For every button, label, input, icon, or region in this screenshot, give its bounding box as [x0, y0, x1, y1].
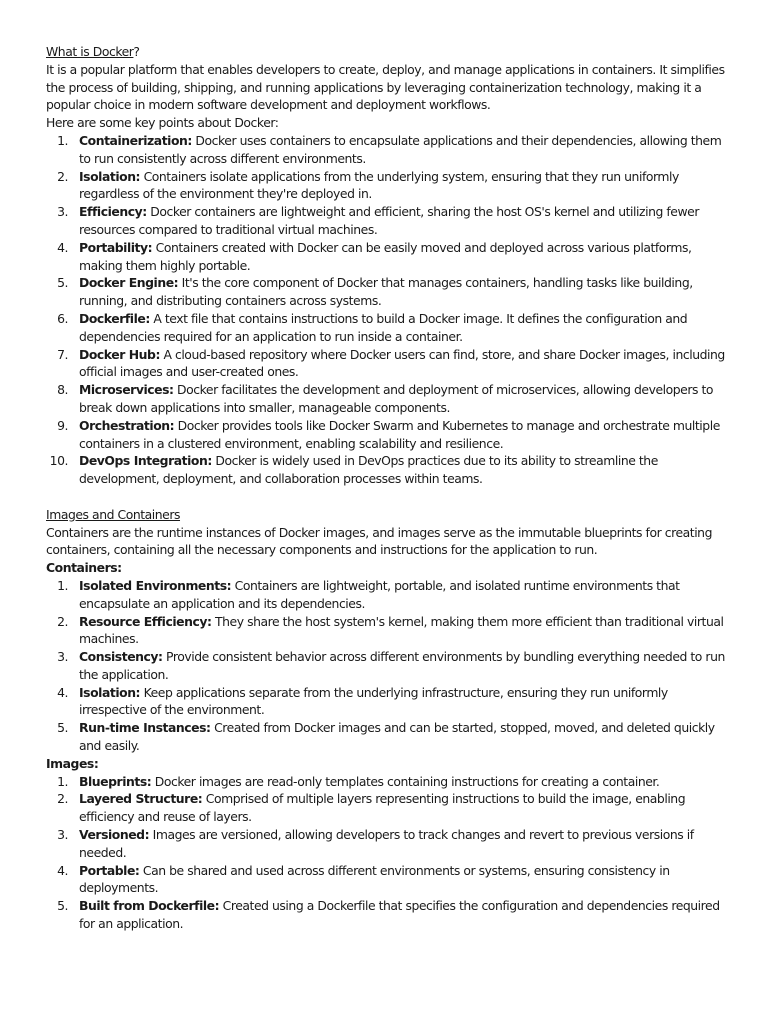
list-item-number: 3. — [57, 204, 68, 220]
list-item-number: 10. — [49, 453, 68, 469]
list-item-text: They share the host system's kernel, making them more efficient than traditional virtual machines. — [79, 613, 724, 647]
list-item-text: Containers isolate applications from the underlying system, ensuring that they run uniformly regardless of the environment they're deployed in. — [79, 168, 679, 202]
list-item — [46, 648, 736, 684]
list-item — [46, 132, 736, 168]
list-item-number: 9. — [57, 417, 68, 433]
list-item — [46, 613, 736, 649]
containers-heading: Containers: — [46, 560, 122, 576]
images-heading: Images: — [46, 755, 99, 771]
list-item-term: Built from Dockerfile: — [79, 898, 220, 914]
list-item-text: It's the core component of Docker that manages containers, handling tasks like building, running, and distributing containers across systems. — [79, 275, 693, 309]
list-item-number: 3. — [57, 649, 68, 665]
list-item — [46, 577, 736, 613]
list-item-number: 8. — [57, 382, 68, 398]
list-item-number: 1. — [57, 773, 68, 789]
list-item-text: A text file that contains instructions to build a Docker image. It defines the configuration and dependencies required for an application to run inside a container. — [79, 310, 688, 344]
list-item — [46, 826, 736, 862]
list-item-text: Created from Docker images and can be started, stopped, moved, and deleted quickly and easily. — [79, 720, 715, 754]
list-item — [46, 773, 736, 791]
list-item-term: Isolation: — [79, 168, 141, 184]
list-item-text: Containers are lightweight, portable, and isolated runtime environments that encapsulate an application and its dependencies. — [79, 577, 680, 611]
list-item-text: Containers created with Docker can be easily moved and deployed across various platforms, making them highly portable. — [79, 239, 692, 273]
list-item-number: 5. — [57, 720, 68, 736]
list-item-number: 6. — [57, 310, 68, 326]
list-item-number: 7. — [57, 346, 68, 362]
images-list — [46, 773, 736, 933]
list-item-text: Images are versioned, allowing developers to track changes and revert to previous versions if needed. — [79, 827, 694, 860]
containers-list — [46, 577, 736, 755]
list-item — [46, 417, 736, 453]
list-item-number: 1. — [57, 577, 68, 593]
list-item-text: Docker facilitates the development and deployment of microservices, allowing developers to break down applications into smaller, manageable components. — [79, 382, 714, 415]
list-item-term: Run-time Instances: — [79, 720, 211, 736]
list-item-number: 5. — [57, 898, 68, 914]
section-heading-docker — [46, 43, 736, 61]
list-item-term: Containerization: — [79, 132, 192, 148]
list-item-number: 3. — [57, 827, 68, 843]
images-containers-intro: Containers are the runtime instances of Docker images, and images serve as the immutable blueprints for creating containers, containing all the necessary components and instructions for the application to run. — [46, 524, 712, 558]
list-item-term: Efficiency: — [79, 204, 147, 220]
list-item-term: Dockerfile: — [79, 310, 150, 326]
section-heading-images-containers — [46, 506, 736, 524]
list-item-number: 2. — [57, 168, 68, 184]
list-item — [46, 239, 736, 275]
list-item-number: 4. — [57, 239, 68, 255]
section-spacer — [46, 488, 736, 506]
list-item-text: Docker containers are lightweight and efficient, sharing the host OS's kernel and utilizing fewer resources compared to traditional virtual machines. — [79, 204, 699, 237]
list-item — [46, 168, 736, 204]
list-item-text: A cloud-based repository where Docker users can find, store, and share Docker images, including official images and user-created ones. — [79, 346, 725, 380]
list-item-term: Layered Structure: — [79, 791, 203, 807]
document-page — [46, 43, 736, 933]
list-item-term: Resource Efficiency: — [79, 613, 212, 629]
images-containers-title: Images and Containers — [46, 506, 181, 522]
docker-title: What is Docker — [46, 44, 134, 59]
list-item-term: DevOps Integration: — [79, 453, 212, 469]
list-item-term: Docker Hub: — [79, 346, 160, 362]
list-item — [46, 684, 736, 720]
docker-title-suffix: ? — [133, 44, 140, 59]
list-item — [46, 790, 736, 826]
list-item-term: Isolated Environments: — [79, 577, 232, 593]
list-item — [46, 719, 736, 755]
list-item-term: Blueprints: — [79, 773, 152, 789]
docker-intro: It is a popular platform that enables developers to create, deploy, and manage applications in containers. It simplifies the process of building, shipping, and running applications by leveraging containerization technology, making it a popular choice in modern software development and deployment workflows. — [46, 61, 725, 113]
list-item-text: Created using a Dockerfile that specifies the configuration and dependencies required for an application. — [79, 898, 720, 932]
list-item-text: Comprised of multiple layers representing instructions to build the image, enabling efficiency and reuse of layers. — [79, 791, 686, 825]
docker-points-list — [46, 132, 736, 488]
list-item-text: Docker uses containers to encapsulate applications and their dependencies, allowing them to run consistently across different environments. — [79, 132, 722, 166]
list-item-number: 2. — [57, 791, 68, 807]
list-item-text: Keep applications separate from the underlying infrastructure, ensuring they run uniformly irrespective of the environment. — [79, 684, 668, 718]
list-item-term: Docker Engine: — [79, 275, 179, 291]
list-item-term: Isolation: — [79, 684, 141, 700]
list-item-term: Microservices: — [79, 382, 174, 398]
list-item — [46, 381, 736, 417]
list-item-text: Docker provides tools like Docker Swarm and Kubernetes to manage and orchestrate multiple containers in a clustered environment, enabling scalability and resilience. — [79, 417, 720, 451]
list-item — [46, 897, 736, 933]
list-item-text: Docker images are read-only templates containing instructions for creating a container. — [151, 773, 660, 789]
list-item-text: Can be shared and used across different environments or systems, ensuring consistency in deployments. — [79, 862, 670, 896]
list-item-number: 2. — [57, 613, 68, 629]
list-item-text: Provide consistent behavior across different environments by bundling everything needed to run the application. — [79, 649, 725, 682]
list-item-term: Versioned: — [79, 827, 150, 843]
list-item-term: Portability: — [79, 239, 153, 255]
list-item-number: 4. — [57, 862, 68, 878]
list-item-term: Orchestration: — [79, 417, 175, 433]
list-item — [46, 452, 736, 488]
list-item-text: Docker is widely used in DevOps practices due to its ability to streamline the development, deployment, and collaboration processes within teams. — [79, 453, 658, 487]
list-item — [46, 310, 736, 346]
list-item — [46, 203, 736, 239]
list-item — [46, 862, 736, 898]
list-item-term: Portable: — [79, 862, 140, 878]
list-item-number: 4. — [57, 684, 68, 700]
list-item-number: 1. — [57, 132, 68, 148]
docker-points-lead: Here are some key points about Docker: — [46, 115, 279, 131]
list-item-number: 5. — [57, 275, 68, 291]
list-item — [46, 346, 736, 382]
list-item — [46, 274, 736, 310]
list-item-term: Consistency: — [79, 649, 163, 665]
